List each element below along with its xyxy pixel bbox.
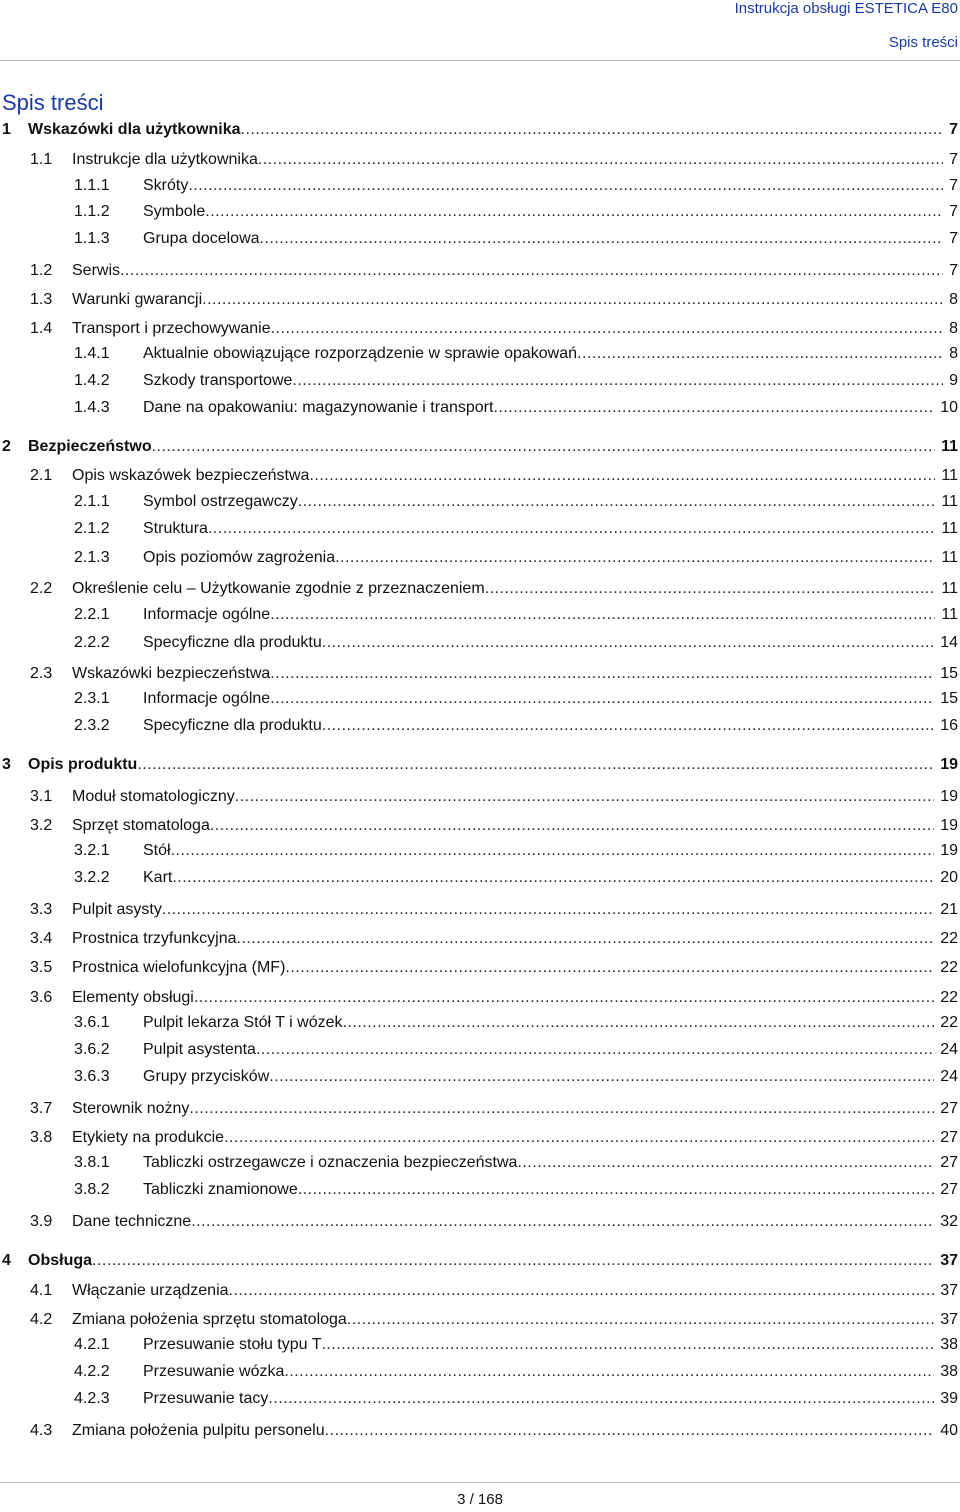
toc-entry-number: 1.1.2	[74, 203, 110, 220]
toc-dot-leader	[256, 1040, 934, 1060]
toc-entry-label: Szkody transportowe	[143, 372, 293, 389]
toc-entry-page: 7	[949, 177, 958, 194]
toc-dot-leader	[322, 716, 934, 736]
toc-entry-label: Zmiana położenia pulpitu personelu	[72, 1422, 325, 1439]
toc-dot-leader	[268, 1389, 934, 1409]
toc-entry-number: 3.6.3	[74, 1068, 110, 1085]
toc-entry-number: 2.1.1	[74, 493, 110, 510]
toc-entry[interactable]	[74, 714, 958, 736]
toc-entry-number: 3.3	[30, 901, 53, 918]
toc-dot-leader	[258, 150, 943, 170]
toc-entry-page: 9	[949, 372, 958, 389]
toc-entry-number: 3.1	[30, 788, 53, 805]
toc-entry-label: Dane na opakowaniu: magazynowanie i transport	[143, 399, 494, 416]
toc-dot-leader	[335, 548, 935, 568]
toc-entry[interactable]	[2, 435, 958, 457]
toc-entry-number: 3.6	[30, 989, 53, 1006]
toc-dot-leader	[162, 900, 934, 920]
toc-dot-leader	[347, 1310, 934, 1330]
toc-entry-number: 1.4.1	[74, 345, 110, 362]
toc-entry-page: 7	[949, 230, 958, 247]
toc-entry-number: 1.1	[30, 151, 53, 168]
toc-entry-label: Grupy przycisków	[143, 1068, 270, 1085]
toc-entry-page: 10	[940, 399, 958, 416]
toc-dot-leader	[285, 958, 934, 978]
toc-entry[interactable]	[74, 866, 958, 888]
toc-dot-leader	[284, 1362, 934, 1382]
toc-entry[interactable]	[2, 753, 958, 775]
toc-entry-number: 1.1.1	[74, 177, 110, 194]
toc-entry-label: Transport i przechowywanie	[72, 320, 271, 337]
toc-entry[interactable]	[30, 1419, 958, 1441]
toc-dot-leader	[224, 1128, 934, 1148]
toc-entry-number: 3.9	[30, 1213, 53, 1230]
toc-entry[interactable]	[30, 662, 958, 684]
page-title: Spis treści	[2, 90, 104, 115]
toc-entry-page: 20	[940, 869, 958, 886]
toc-entry-page: 37	[940, 1311, 958, 1328]
toc-entry-number: 4.3	[30, 1422, 53, 1439]
toc-entry-page: 19	[940, 817, 958, 834]
toc-entry-label: Elementy obsługi	[72, 989, 194, 1006]
toc-entry[interactable]	[74, 631, 958, 653]
toc-entry-label: Pulpit asystenta	[143, 1041, 256, 1058]
toc-entry-label: Moduł stomatologiczny	[72, 788, 235, 805]
toc-entry[interactable]	[74, 342, 958, 364]
toc-entry-number: 1.4.2	[74, 372, 110, 389]
toc-entry-page: 38	[940, 1363, 958, 1380]
toc-entry-number: 4	[2, 1252, 11, 1269]
toc-entry-label: Stół	[143, 842, 171, 859]
toc-entry-label: Skróty	[143, 177, 189, 194]
toc-entry-page: 37	[940, 1252, 958, 1269]
toc-entry-number: 4.2	[30, 1311, 53, 1328]
toc-dot-leader	[191, 1212, 934, 1232]
toc-entry-label: Tabliczki znamionowe	[143, 1181, 298, 1198]
toc-entry[interactable]	[74, 1360, 958, 1382]
toc-entry-label: Symbol ostrzegawczy	[143, 493, 298, 510]
toc-dot-leader	[298, 492, 936, 512]
toc-entry-number: 2	[2, 438, 11, 455]
toc-entry-number: 1.3	[30, 291, 53, 308]
toc-entry-page: 11	[941, 438, 958, 455]
toc-entry-label: Struktura	[143, 520, 208, 537]
toc-entry-label: Przesuwanie tacy	[143, 1390, 269, 1407]
toc-entry-number: 4.2.1	[74, 1336, 110, 1353]
toc-entry[interactable]	[74, 1387, 958, 1409]
toc-entry-page: 11	[941, 493, 958, 510]
toc-entry-page: 11	[941, 467, 958, 484]
toc-dot-leader	[229, 1281, 935, 1301]
toc-entry-label: Kart	[143, 869, 173, 886]
toc-entry[interactable]	[30, 464, 958, 486]
toc-entry-label: Grupa docelowa	[143, 230, 260, 247]
toc-entry-number: 1.1.3	[74, 230, 110, 247]
toc-entry-label: Sterownik nożny	[72, 1100, 190, 1117]
toc-entry-number: 3.8.1	[74, 1154, 110, 1171]
toc-entry[interactable]	[74, 396, 958, 418]
toc-entry-page: 24	[940, 1041, 958, 1058]
toc-entry[interactable]	[74, 1065, 958, 1087]
toc-entry[interactable]	[30, 956, 958, 978]
toc-entry[interactable]	[30, 986, 958, 1008]
toc-entry-number: 1.2	[30, 262, 53, 279]
toc-entry-label: Obsługa	[28, 1252, 93, 1269]
toc-entry[interactable]	[74, 490, 958, 512]
toc-entry-label: Zmiana położenia sprzętu stomatologa	[72, 1311, 347, 1328]
toc-entry-number: 3.2.2	[74, 869, 110, 886]
toc-entry[interactable]	[30, 1279, 958, 1301]
toc-entry[interactable]	[30, 1097, 958, 1119]
toc-entry-page: 39	[940, 1390, 958, 1407]
toc-entry-label: Serwis	[72, 262, 121, 279]
toc-dot-leader	[237, 929, 935, 949]
toc-entry[interactable]	[74, 839, 958, 861]
toc-entry-number: 4.1	[30, 1282, 53, 1299]
toc-dot-leader	[298, 1180, 934, 1200]
toc-entry-page: 11	[941, 549, 958, 566]
toc-dot-leader	[309, 466, 935, 486]
toc-entry-label: Aktualnie obowiązujące rozporządzenie w sprawie opakowań	[143, 345, 578, 362]
toc-entry-label: Specyficzne dla produktu	[143, 634, 322, 651]
toc-entry[interactable]	[30, 927, 958, 949]
toc-entry-label: Opis produktu	[28, 756, 138, 773]
toc-entry-number: 1.4	[30, 320, 53, 337]
toc-entry-number: 2.2.2	[74, 634, 110, 651]
toc-entry-page: 40	[940, 1422, 958, 1439]
toc-entry-number: 3.2.1	[74, 842, 110, 859]
toc-entry-page: 11	[941, 520, 958, 537]
toc-entry[interactable]	[30, 898, 958, 920]
toc-entry-page: 7	[949, 262, 958, 279]
toc-dot-leader	[269, 1067, 934, 1087]
toc-entry[interactable]	[30, 785, 958, 807]
toc-dot-leader	[270, 605, 935, 625]
toc-entry-page: 27	[940, 1129, 958, 1146]
toc-entry-label: Bezpieczeństwo	[28, 438, 152, 455]
toc-entry-page: 7	[949, 203, 958, 220]
toc-entry[interactable]	[30, 148, 958, 170]
toc-dot-leader	[517, 1153, 934, 1173]
toc-entry-label: Pulpit asysty	[72, 901, 162, 918]
toc-entry[interactable]	[30, 288, 958, 310]
toc-entry-label: Informacje ogólne	[143, 690, 271, 707]
toc-entry-number: 2.2	[30, 580, 53, 597]
toc-entry-number: 3.4	[30, 930, 53, 947]
toc-dot-leader	[325, 1421, 935, 1441]
toc-entry[interactable]	[74, 603, 958, 625]
toc-entry[interactable]	[74, 1038, 958, 1060]
page-number: 3 / 168	[457, 1491, 503, 1508]
toc-entry-page: 19	[940, 842, 958, 859]
toc-entry-page: 8	[949, 320, 958, 337]
toc-entry[interactable]	[74, 1151, 958, 1173]
toc-entry-page: 21	[940, 901, 958, 918]
toc-entry-number: 1.4.3	[74, 399, 110, 416]
toc-entry[interactable]	[74, 546, 958, 568]
toc-entry-number: 4.2.2	[74, 1363, 110, 1380]
toc-entry-page: 22	[940, 930, 958, 947]
toc-entry-number: 3.5	[30, 959, 53, 976]
toc-entry-number: 2.1.3	[74, 549, 110, 566]
toc-entry-page: 37	[940, 1282, 958, 1299]
toc-entry[interactable]	[30, 1308, 958, 1330]
toc-entry[interactable]	[74, 517, 958, 539]
toc-entry[interactable]	[74, 200, 958, 222]
toc-entry-number: 3.7	[30, 1100, 53, 1117]
toc-entry-number: 3.2	[30, 817, 53, 834]
toc-dot-leader	[485, 579, 936, 599]
toc-entry[interactable]	[30, 1210, 958, 1232]
toc-entry-label: Instrukcje dla użytkownika	[72, 151, 258, 168]
toc-entry-label: Specyficzne dla produktu	[143, 717, 322, 734]
toc-dot-leader	[171, 841, 935, 861]
toc-entry-label: Etykiety na produkcie	[72, 1129, 225, 1146]
toc-entry-page: 27	[940, 1181, 958, 1198]
toc-entry-number: 2.2.1	[74, 606, 110, 623]
toc-dot-leader	[577, 344, 943, 364]
toc-dot-leader	[343, 1013, 935, 1033]
toc-entry[interactable]	[74, 227, 958, 249]
toc-entry[interactable]	[74, 1011, 958, 1033]
toc-entry-number: 2.1.2	[74, 520, 110, 537]
toc-dot-leader	[137, 755, 934, 775]
toc-dot-leader	[270, 664, 934, 684]
toc-entry-page: 11	[941, 580, 958, 597]
toc-entry-page: 15	[940, 665, 958, 682]
toc-dot-leader	[321, 1335, 934, 1355]
toc-dot-leader	[202, 290, 943, 310]
toc-dot-leader	[152, 437, 935, 457]
toc-dot-leader	[260, 229, 944, 249]
toc-entry-label: Włączanie urządzenia	[72, 1282, 229, 1299]
toc-entry-page: 19	[940, 756, 958, 773]
toc-entry-label: Tabliczki ostrzegawcze i oznaczenia bezpieczeństwa	[143, 1154, 518, 1171]
toc-entry-label: Przesuwanie wózka	[143, 1363, 285, 1380]
toc-entry-page: 16	[940, 717, 958, 734]
toc-entry-page: 32	[940, 1213, 958, 1230]
toc-entry-label: Warunki gwarancji	[72, 291, 203, 308]
toc-dot-leader	[194, 988, 934, 1008]
toc-entry[interactable]	[30, 814, 958, 836]
toc-entry[interactable]	[2, 1249, 958, 1271]
header-subtitle: Spis treści	[888, 34, 958, 51]
toc-entry-page: 7	[949, 151, 958, 168]
toc-dot-leader	[271, 319, 943, 339]
toc-entry-page: 15	[940, 690, 958, 707]
toc-entry-label: Prostnica wielofunkcyjna (MF)	[72, 959, 286, 976]
toc-dot-leader	[120, 261, 943, 281]
toc-dot-leader	[189, 1099, 934, 1119]
toc-entry-page: 27	[940, 1154, 958, 1171]
toc-entry-label: Pulpit lekarza Stół T i wózek	[143, 1014, 343, 1031]
toc-entry-page: 22	[940, 1014, 958, 1031]
toc-entry-page: 8	[949, 291, 958, 308]
toc-entry[interactable]	[74, 1178, 958, 1200]
toc-entry-number: 2.3.2	[74, 717, 110, 734]
toc-entry-number: 3.8	[30, 1129, 53, 1146]
toc-entry-number: 3.8.2	[74, 1181, 110, 1198]
toc-entry[interactable]	[74, 1333, 958, 1355]
toc-entry-page: 11	[941, 606, 958, 623]
toc-entry-label: Symbole	[143, 203, 206, 220]
toc-entry-number: 3.6.1	[74, 1014, 110, 1031]
toc-dot-leader	[292, 371, 943, 391]
toc-dot-leader	[235, 787, 934, 807]
toc-entry-page: 27	[940, 1100, 958, 1117]
toc-entry[interactable]	[74, 369, 958, 391]
toc-entry-label: Wskazówki dla użytkownika	[28, 121, 241, 138]
toc-entry-label: Dane techniczne	[72, 1213, 192, 1230]
toc-entry-label: Opis poziomów zagrożenia	[143, 549, 336, 566]
toc-entry-number: 2.3	[30, 665, 53, 682]
toc-dot-leader	[208, 519, 935, 539]
toc-entry-number: 1	[2, 121, 11, 138]
toc-entry-page: 8	[949, 345, 958, 362]
toc-dot-leader	[210, 816, 934, 836]
toc-entry-page: 19	[940, 788, 958, 805]
toc-dot-leader	[205, 202, 943, 222]
toc-entry-number: 2.3.1	[74, 690, 110, 707]
toc-entry[interactable]	[30, 317, 958, 339]
toc-entry-page: 7	[949, 121, 958, 138]
toc-entry-number: 4.2.3	[74, 1390, 110, 1407]
toc-entry[interactable]	[74, 687, 958, 709]
toc-entry-label: Przesuwanie stołu typu T	[143, 1336, 322, 1353]
toc-entry-number: 3	[2, 756, 11, 773]
toc-entry-page: 22	[940, 989, 958, 1006]
toc-dot-leader	[241, 120, 944, 140]
toc-entry[interactable]	[30, 259, 958, 281]
toc-entry-page: 22	[940, 959, 958, 976]
toc-entry-number: 2.1	[30, 467, 53, 484]
toc-dot-leader	[493, 398, 934, 418]
toc-entry-label: Sprzęt stomatologa	[72, 817, 210, 834]
toc-dot-leader	[270, 689, 934, 709]
toc-entry-page: 14	[940, 634, 958, 651]
toc-entry[interactable]	[30, 577, 958, 599]
toc-entry[interactable]	[2, 118, 958, 140]
footer-divider	[0, 1482, 960, 1483]
toc-entry-label: Opis wskazówek bezpieczeństwa	[72, 467, 310, 484]
toc-entry-label: Wskazówki bezpieczeństwa	[72, 665, 271, 682]
toc-entry-page: 24	[940, 1068, 958, 1085]
toc-dot-leader	[322, 633, 934, 653]
toc-entry-label: Prostnica trzyfunkcyjna	[72, 930, 237, 947]
toc-entry-label: Określenie celu – Użytkowanie zgodnie z przeznaczeniem	[72, 580, 485, 597]
toc-dot-leader	[188, 176, 943, 196]
toc-dot-leader	[92, 1251, 934, 1271]
toc-entry-page: 38	[940, 1336, 958, 1353]
toc-entry[interactable]	[74, 174, 958, 196]
toc-entry-label: Informacje ogólne	[143, 606, 271, 623]
header-title: Instrukcja obsługi ESTETICA E80	[734, 0, 958, 17]
toc-entry-number: 3.6.2	[74, 1041, 110, 1058]
toc-entry[interactable]	[30, 1126, 958, 1148]
toc-dot-leader	[172, 868, 934, 888]
